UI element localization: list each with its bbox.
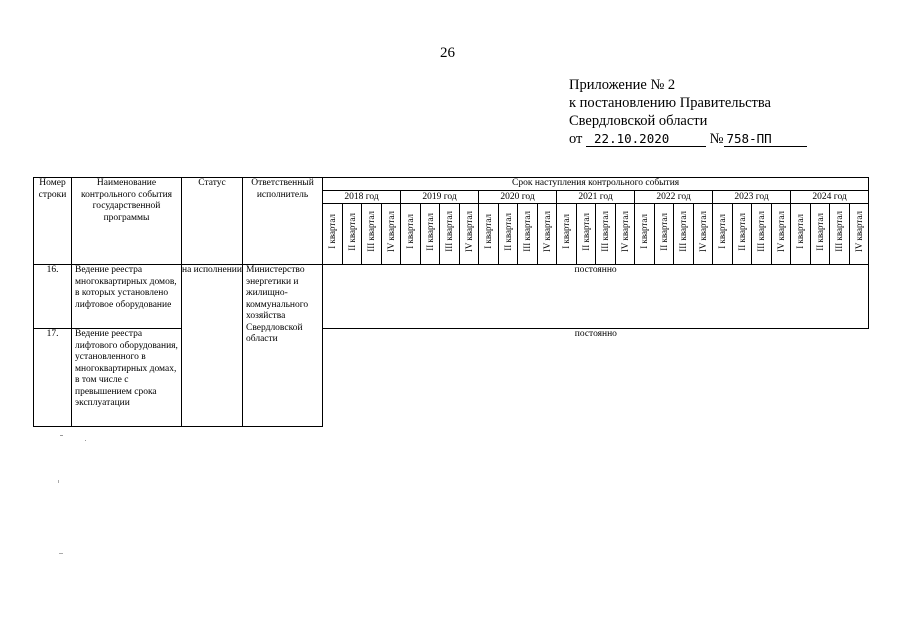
table-row	[34, 265, 869, 329]
row-responsible: Министерство энергетики и жилищно-коммунального хозяйства Свердловской области	[243, 265, 323, 427]
appendix-resolution: к постановлению Правительства	[569, 95, 771, 111]
quarter-label: III квартал	[522, 211, 533, 253]
quarter-header	[654, 204, 674, 265]
header-status: Статус	[182, 178, 243, 265]
quarter-label: IV квартал	[853, 211, 864, 253]
quarter-label: III квартал	[756, 211, 767, 253]
quarter-label: IV квартал	[463, 211, 474, 253]
quarter-label: I квартал	[483, 214, 494, 250]
quarter-header	[615, 204, 635, 265]
row-event-name: Ведение реестра многоквартирных домов, в которых установлено лифтовое оборудование	[72, 265, 182, 329]
quarter-header	[362, 204, 382, 265]
year-header: 2020 год	[479, 190, 557, 204]
year-header: 2023 год	[713, 190, 791, 204]
quarter-header	[479, 204, 499, 265]
appendix-title: Приложение № 2	[569, 77, 676, 93]
header-event-name: Наименование контрольного события государственной программы	[72, 178, 182, 265]
quarter-label: II квартал	[658, 212, 669, 251]
quarter-label: II квартал	[814, 212, 825, 251]
quarter-label: I квартал	[405, 214, 416, 250]
quarter-header	[674, 204, 694, 265]
date-prefix: от	[569, 131, 583, 147]
year-header: 2021 год	[557, 190, 635, 204]
quarter-header	[732, 204, 752, 265]
quarter-header	[791, 204, 811, 265]
quarter-header	[459, 204, 479, 265]
quarter-label: II квартал	[346, 212, 357, 251]
quarter-label: I квартал	[717, 214, 728, 250]
row-deadline: постоянно	[323, 265, 869, 329]
number-prefix: №	[709, 131, 724, 147]
appendix-region: Свердловской области	[569, 113, 708, 129]
row-number: 16.	[34, 265, 72, 329]
quarter-header	[381, 204, 401, 265]
quarter-label: III квартал	[444, 211, 455, 253]
table-row	[34, 329, 869, 427]
quarter-label: IV квартал	[541, 211, 552, 253]
quarter-label: I квартал	[327, 214, 338, 250]
quarter-header	[420, 204, 440, 265]
row-deadline: постоянно	[323, 329, 869, 427]
appendix-block	[569, 76, 807, 148]
quarter-label: II квартал	[424, 212, 435, 251]
year-header: 2019 год	[401, 190, 479, 204]
header-deadline: Срок наступления контрольного события	[323, 178, 869, 191]
quarter-header	[635, 204, 655, 265]
header-responsible: Ответственный исполнитель	[243, 178, 323, 265]
quarter-header	[693, 204, 713, 265]
quarter-label: I квартал	[561, 214, 572, 250]
quarter-label: IV квартал	[697, 211, 708, 253]
quarter-header	[342, 204, 362, 265]
quarter-header	[440, 204, 460, 265]
number-value: 758-ПП	[724, 132, 807, 147]
row-status: на исполнении	[182, 265, 243, 427]
quarter-header	[771, 204, 791, 265]
quarter-header	[401, 204, 421, 265]
row-event-name: Ведение реестра лифтового оборудования, установленного в многоквартирных домах, в том числе с превышением срока эксплуатации	[72, 329, 182, 427]
quarter-header	[557, 204, 577, 265]
quarter-label: II квартал	[736, 212, 747, 251]
quarter-header	[323, 204, 343, 265]
quarter-header	[537, 204, 557, 265]
quarter-label: IV квартал	[775, 211, 786, 253]
quarter-header	[498, 204, 518, 265]
quarter-label: III квартал	[366, 211, 377, 253]
quarter-label: II квартал	[580, 212, 591, 251]
quarter-header	[518, 204, 538, 265]
quarter-header	[596, 204, 616, 265]
quarter-label: IV квартал	[619, 211, 630, 253]
date-value: 22.10.2020	[586, 132, 706, 147]
year-header: 2024 год	[791, 190, 869, 204]
quarter-header	[752, 204, 772, 265]
quarter-label: I квартал	[639, 214, 650, 250]
quarter-header	[810, 204, 830, 265]
quarter-header	[576, 204, 596, 265]
header-row-number: Номер строки	[34, 178, 72, 265]
row-number: 17.	[34, 329, 72, 427]
quarter-header	[849, 204, 869, 265]
control-events-table	[33, 177, 869, 427]
quarter-header	[830, 204, 850, 265]
quarter-header	[713, 204, 733, 265]
page-number: 26	[440, 45, 455, 61]
quarter-label: III квартал	[600, 211, 611, 253]
year-header: 2018 год	[323, 190, 401, 204]
quarter-label: III квартал	[678, 211, 689, 253]
quarter-label: III квартал	[834, 211, 845, 253]
quarter-label: I квартал	[795, 214, 806, 250]
quarter-label: II квартал	[502, 212, 513, 251]
appendix-date-line	[569, 130, 807, 148]
quarter-label: IV квартал	[385, 211, 396, 253]
header-row	[34, 178, 869, 191]
year-header: 2022 год	[635, 190, 713, 204]
